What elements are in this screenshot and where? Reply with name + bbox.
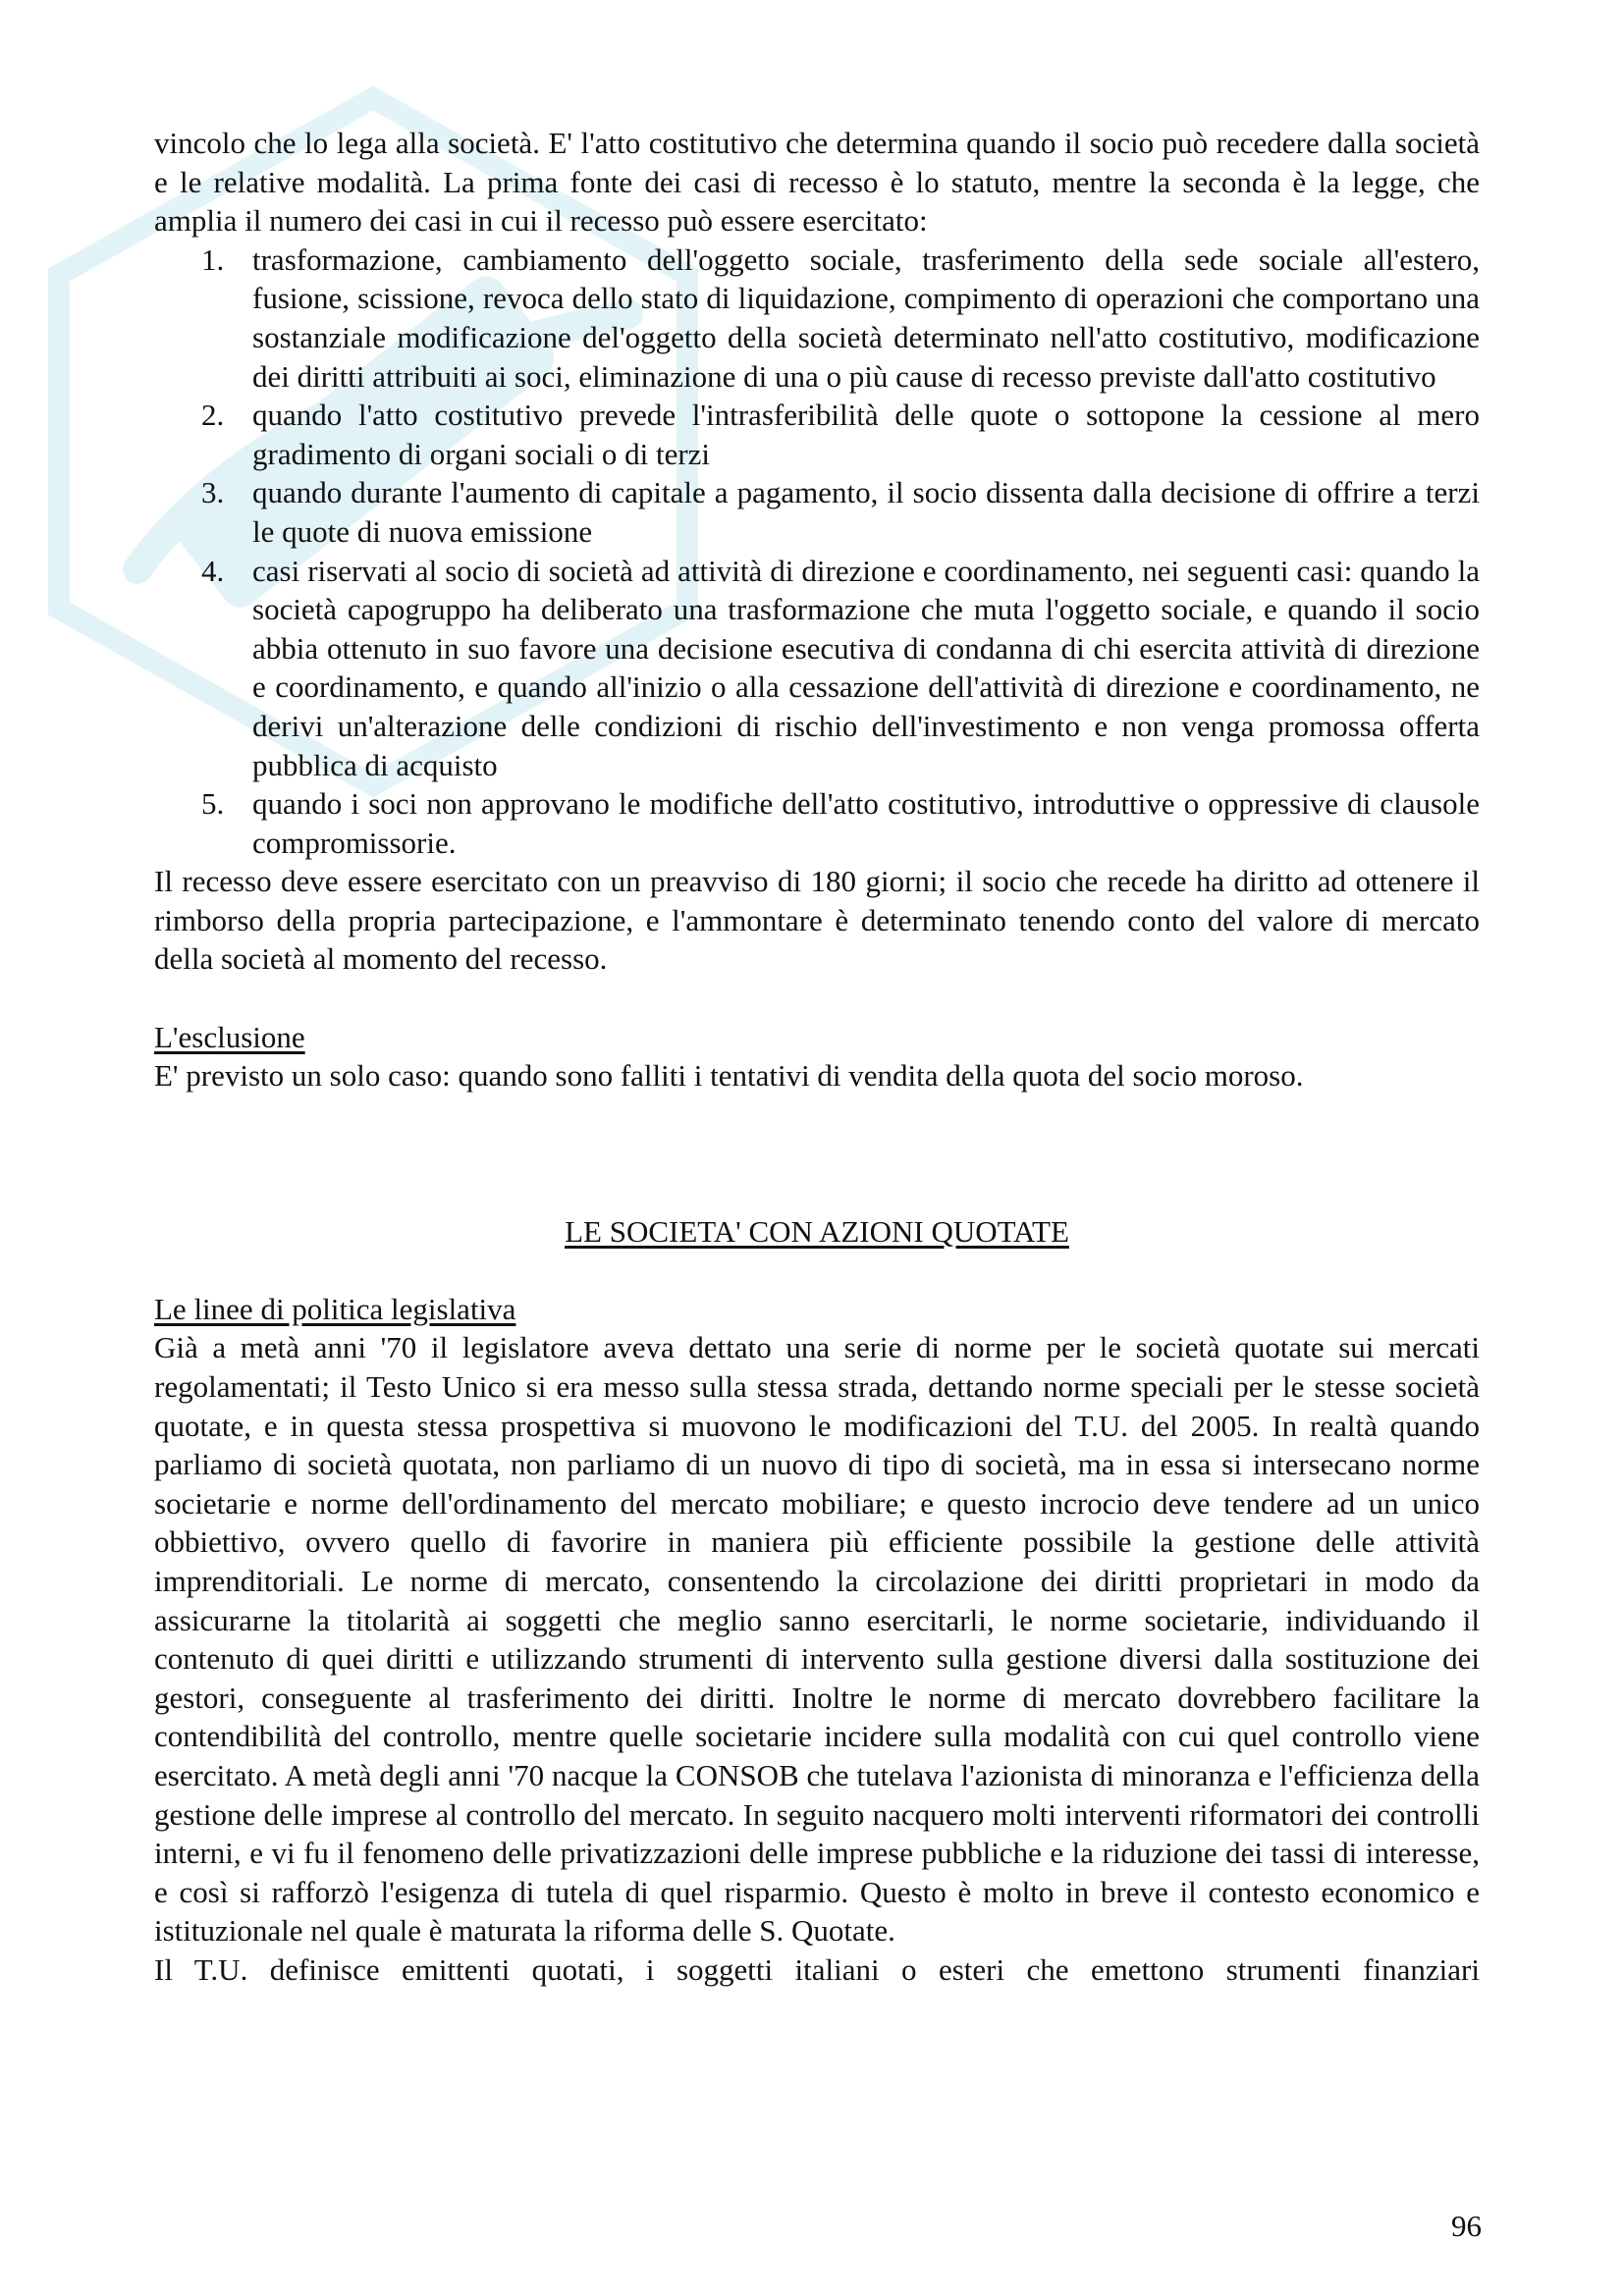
list-text: quando i soci non approvano le modifiche dell'atto costitutivo, introduttive o oppressive di clausole compromissorie.: [252, 786, 1480, 860]
list-number: 2.: [201, 398, 225, 433]
list-text: trasformazione, cambiamento dell'oggetto sociale, trasferimento della sede sociale all'estero, fusione, scissione, revoca dello stato di liquidazione, compimento di operazioni che comportano una sostanziale modificazione del'oggetto della società determinato nell'atto costitutivo, modificazione dei diritti attribuiti ai soci, eliminazione di una o più cause di recesso previste dall'atto costitutivo: [252, 241, 1480, 394]
list-text: casi riservati al socio di società ad attività di direzione e coordinamento, nei seguenti casi: quando la società capogruppo ha deliberato una trasformazione che muta l'oggetto sociale, e quando il socio abbia ottenuto in suo favore una decisione esecutiva di condanna di chi esercita attività di direzione e coordinamento, e quando all'inizio o alla cessazione dell'attività di direzione e coordinamento, ne derivi un'alterazione delle condizioni di rischio dell'investimento e non venga promossa offerta pubblica di acquisto: [252, 553, 1480, 782]
esclusione-heading: L'esclusione: [154, 1019, 305, 1054]
subsection-heading: Le linee di politica legislativa: [154, 1291, 516, 1326]
section-title: LE SOCIETA' CON AZIONI QUOTATE: [565, 1213, 1069, 1249]
last-line: Il T.U. definisce emittenti quotati, i soggetti italiani o esteri che emettono strumenti finanziari: [154, 1951, 1480, 1987]
list-item: [201, 784, 1480, 862]
list-item: [201, 396, 1480, 473]
esclusione-paragraph: E' previsto un solo caso: quando sono falliti i tentativi di vendita della quota del socio moroso.: [154, 1058, 1304, 1094]
document-body: [154, 124, 1480, 1990]
list-item: [201, 552, 1480, 785]
recesso-cases-list: [154, 240, 1480, 863]
page-number: 96: [1451, 2209, 1482, 2243]
list-item: [201, 240, 1480, 396]
list-number: 3.: [201, 475, 225, 510]
main-paragraph: Già a metà anni '70 il legislatore aveva dettato una serie di norme per le società quotate sui mercati regolamentati; il Testo Unico si era messo sulla stessa strada, dettando norme speciali per le stesse società quotate, e in questa stessa prospettiva si muovono le modificazioni del T.U. del 2005. In realtà quando parliamo di società quotata, non parliamo di un nuovo di tipo di società, ma in essa si intersecano norme societarie e norme dell'ordinamento del mercato mobiliare; e questo incrocio deve tendere ad un unico obbiettivo, ovvero quello di favorire in maniera più efficiente possibile la gestione delle attività imprenditoriali. Le norme di mercato, consentendo la circolazione dei diritti proprietari in modo da assicurarne la titolarità ai soggetti che meglio sanno esercitarli, le norme societarie, individuando il contenuto di quei diritti e utilizzando strumenti di intervento sulla gestione diversi dalla sostituzione dei gestori, conseguente al trasferimento dei diritti. Inoltre le norme di mercato dovrebbero facilitare la contendibilità del controllo, mentre quelle societarie incidere sulla modalità con cui quel controllo viene esercitato. A metà degli anni '70 nacque la CONSOB che tutelava l'azionista di minoranza e l'efficienza della gestione delle imprese al controllo del mercato. In seguito nacquero molti interventi riformatori dei controlli interni, e vi fu il fenomeno delle privatizzazioni delle imprese pubbliche e la riduzione dei tassi di interesse, e così si rafforzò l'esigenza di tutela di quel risparmio. Questo è molto in breve il contesto economico e istituzionale nel quale è maturata la riforma delle S. Quotate.: [154, 1330, 1480, 1949]
list-number: 1.: [201, 241, 225, 277]
list-number: 5.: [201, 786, 225, 822]
list-text: quando durante l'aumento di capitale a pagamento, il socio dissenta dalla decisione di offrire a terzi le quote di nuova emissione: [252, 475, 1480, 549]
list-number: 4.: [201, 553, 225, 588]
list-text: quando l'atto costitutivo prevede l'intrasferibilità delle quote o sottopone la cessione al mero gradimento di organi sociali o di terzi: [252, 398, 1480, 471]
recesso-paragraph: Il recesso deve essere esercitato con un preavviso di 180 giorni; il socio che recede ha diritto ad ottenere il rimborso della propria partecipazione, e l'ammontare è determinato tenendo conto del valore di mercato della società al momento del recesso.: [154, 864, 1480, 977]
intro-paragraph: vincolo che lo lega alla società. E' l'atto costitutivo che determina quando il socio può recedere dalla società e le relative modalità. La prima fonte dei casi di recesso è lo statuto, mentre la seconda è la legge, che amplia il numero dei casi in cui il recesso può essere esercitato:: [154, 126, 1480, 239]
list-item: [201, 473, 1480, 551]
